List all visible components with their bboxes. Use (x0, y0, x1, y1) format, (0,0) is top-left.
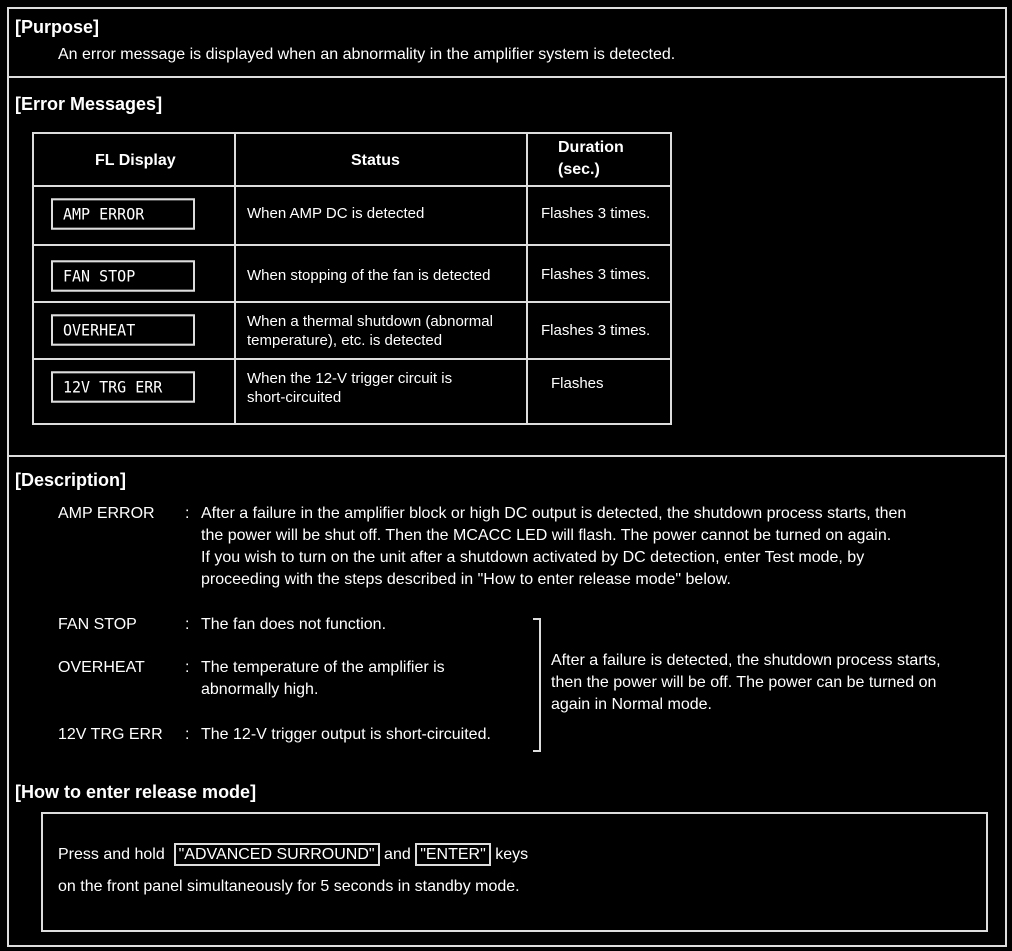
release-mode-heading: [How to enter release mode] (15, 782, 257, 802)
desc-text: the power will be shut off. Then the MCACC LED will flash. The power cannot be turned on again. (201, 527, 892, 544)
duration-cell: Flashes (551, 375, 604, 392)
column-header-fl-display: FL Display (95, 152, 176, 169)
desc-text: If you wish to turn on the unit after a shutdown activated by DC detection, enter Test mode, by (201, 549, 865, 566)
key-advanced-surround: "ADVANCED SURROUND" (174, 843, 380, 866)
fl-display-fan-stop: FAN STOP (51, 260, 195, 292)
column-header-duration: Duration (558, 139, 624, 156)
text: Press and hold (58, 846, 165, 863)
status-cell: When the 12-V trigger circuit is (247, 370, 453, 387)
error-messages-heading: [Error Messages] (15, 94, 163, 114)
desc-text: The temperature of the amplifier is (201, 659, 445, 676)
status-cell: When AMP DC is detected (247, 205, 425, 222)
duration-cell: Flashes 3 times. (541, 205, 651, 222)
desc-text: abnormally high. (201, 681, 319, 698)
key-enter: "ENTER" (415, 843, 491, 866)
description-heading: [Description] (15, 470, 127, 490)
column-header-status: Status (351, 152, 400, 169)
column-header-duration-unit: (sec.) (558, 161, 600, 178)
duration-cell: Flashes 3 times. (541, 322, 651, 339)
fl-display-amp-error: AMP ERROR (51, 198, 195, 230)
release-mode-box (41, 812, 988, 932)
purpose-text: An error message is displayed when an abnormality in the amplifier system is detected. (58, 46, 676, 63)
desc-text: After a failure in the amplifier block or high DC output is detected, the shutdown process starts, then (201, 505, 907, 522)
text: keys (495, 846, 529, 863)
purpose-heading: [Purpose] (15, 17, 100, 37)
group-note: again in Normal mode. (551, 696, 712, 713)
desc-text: The 12-V trigger output is short-circuited. (201, 726, 491, 743)
desc-label-12v-trg-err: 12V TRG ERR (58, 726, 163, 743)
fl-display-12v-trg-err: 12V TRG ERR (51, 371, 195, 403)
desc-label-fan-stop: FAN STOP (58, 616, 137, 633)
status-cell: When stopping of the fan is detected (247, 267, 491, 284)
desc-label-overheat: OVERHEAT (58, 659, 145, 676)
group-note: then the power will be off. The power can be turned on (551, 674, 937, 691)
colon: : (185, 659, 190, 676)
divider (7, 455, 1005, 457)
text: and (384, 846, 411, 863)
status-cell: temperature), etc. is detected (247, 332, 443, 349)
status-cell: short-circuited (247, 389, 342, 406)
colon: : (185, 616, 190, 633)
divider (7, 76, 1005, 78)
desc-text: proceeding with the steps described in "How to enter release mode" below. (201, 571, 731, 588)
group-bracket (533, 618, 541, 752)
desc-label-amp-error: AMP ERROR (58, 505, 155, 522)
colon: : (185, 505, 190, 522)
fl-display-overheat: OVERHEAT (51, 314, 195, 346)
release-instruction-line2: on the front panel simultaneously for 5 seconds in standby mode. (58, 878, 520, 895)
desc-text: The fan does not function. (201, 616, 387, 633)
group-note: After a failure is detected, the shutdown process starts, (551, 652, 941, 669)
duration-cell: Flashes 3 times. (541, 266, 651, 283)
colon: : (185, 726, 190, 743)
status-cell: When a thermal shutdown (abnormal (247, 313, 493, 330)
release-instruction-line1 (58, 846, 528, 864)
